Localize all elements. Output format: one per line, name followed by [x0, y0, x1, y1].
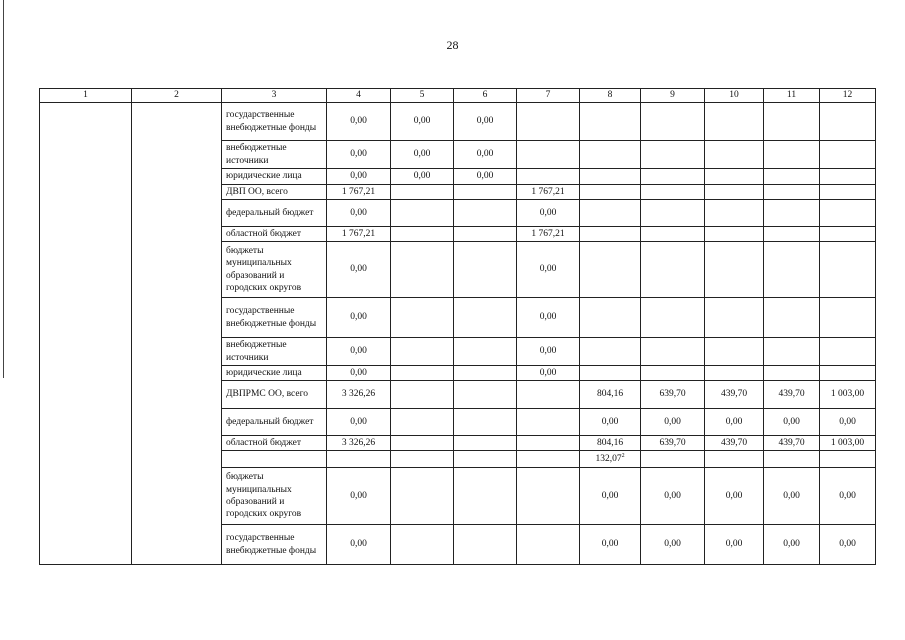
value-cell-7: [517, 451, 580, 468]
cell-value: 0,00: [539, 207, 557, 218]
value-cell-7: [517, 227, 580, 242]
value-cell-12: [820, 468, 876, 525]
value-cell-10: [705, 409, 764, 436]
col1-cell: [40, 103, 132, 565]
value-cell-8: [580, 525, 641, 565]
value-cell-5: [391, 409, 454, 436]
value-cell-9: [641, 200, 705, 227]
value-cell-10: [705, 141, 764, 169]
header-cell: 12: [820, 89, 876, 103]
cell-value: 1 767,21: [531, 228, 565, 239]
value-cell-7: [517, 242, 580, 298]
value-cell-10: [705, 200, 764, 227]
value-cell-7: [517, 338, 580, 366]
page-number: 28: [446, 38, 459, 52]
value-cell-8: [580, 141, 641, 169]
cell-value: 1 767,21: [341, 228, 376, 239]
value-cell-6: [454, 103, 517, 141]
cell-value: 0,00: [350, 171, 367, 182]
value-cell-5: [391, 338, 454, 366]
value-cell-5: [391, 227, 454, 242]
cell-value: 132,07: [595, 453, 622, 464]
value-cell-11: [764, 200, 820, 227]
cell-value: 0,00: [839, 539, 856, 550]
value-cell-8: [580, 468, 641, 525]
value-cell-6: [454, 525, 517, 565]
value-cell-12: [820, 366, 876, 381]
header-cell: 5: [391, 89, 454, 103]
cell-value: 0,00: [539, 264, 557, 275]
value-cell-8: [580, 381, 641, 409]
table-row: [40, 103, 876, 141]
value-cell-10: [705, 468, 764, 525]
value-cell-11: [764, 169, 820, 185]
value-cell-5: [391, 525, 454, 565]
value-cell-12: [820, 451, 876, 468]
row-label: ДВП ОО, всего: [222, 185, 327, 200]
value-cell-9: [641, 381, 705, 409]
cell-value: 0,00: [350, 416, 367, 427]
header-cell: 3: [222, 89, 327, 103]
cell-value: 439,70: [778, 437, 805, 448]
value-cell-11: [764, 381, 820, 409]
value-cell-5: [391, 242, 454, 298]
cell-value: 0,00: [725, 539, 743, 550]
row-label: внебюджетные источники: [222, 141, 327, 169]
value-cell-8: [580, 298, 641, 338]
cell-value: 0,00: [350, 116, 367, 127]
cell-value: 0,00: [664, 416, 681, 427]
value-cell-9: [641, 242, 705, 298]
value-cell-10: [705, 185, 764, 200]
cell-value: 0,00: [601, 539, 619, 550]
row-label: бюджеты муниципальных образований и городских округов: [222, 468, 327, 525]
value-cell-5: [391, 451, 454, 468]
cell-value: 804,16: [596, 437, 624, 448]
cell-value: 3 326,26: [341, 437, 376, 448]
cell-value: 0,00: [413, 171, 431, 182]
header-cell: 10: [705, 89, 764, 103]
value-cell-6: [454, 141, 517, 169]
value-cell-6: [454, 227, 517, 242]
col2-cell: [132, 103, 222, 565]
cell-value: 0,00: [725, 490, 743, 501]
value-cell-5: [391, 103, 454, 141]
value-cell-12: [820, 298, 876, 338]
value-cell-9: [641, 366, 705, 381]
value-cell-4: [327, 298, 391, 338]
cell-value: 0,00: [725, 416, 743, 427]
value-cell-7: [517, 436, 580, 451]
value-cell-6: [454, 338, 517, 366]
cell-value: 0,00: [539, 346, 557, 357]
value-cell-11: [764, 103, 820, 141]
cell-value: 1 003,00: [830, 437, 865, 448]
cell-value: 0,00: [476, 171, 494, 182]
value-cell-7: [517, 200, 580, 227]
cell-value: 804,16: [596, 389, 624, 400]
value-cell-5: [391, 169, 454, 185]
value-cell-6: [454, 200, 517, 227]
value-cell-8: [580, 103, 641, 141]
value-cell-7: [517, 185, 580, 200]
value-cell-4: [327, 227, 391, 242]
value-cell-12: [820, 103, 876, 141]
cell-value: 0,00: [350, 312, 367, 323]
value-cell-12: [820, 227, 876, 242]
cell-value: 439,70: [720, 437, 748, 448]
value-cell-8: [580, 338, 641, 366]
value-cell-6: [454, 185, 517, 200]
value-cell-5: [391, 141, 454, 169]
cell-value: 0,00: [476, 116, 494, 127]
header-cell: 8: [580, 89, 641, 103]
value-cell-11: [764, 141, 820, 169]
value-cell-10: [705, 436, 764, 451]
value-cell-6: [454, 169, 517, 185]
value-cell-12: [820, 200, 876, 227]
header-cell: 2: [132, 89, 222, 103]
value-cell-12: [820, 169, 876, 185]
value-cell-10: [705, 338, 764, 366]
row-label: юридические лица: [222, 169, 327, 185]
value-cell-11: [764, 242, 820, 298]
value-cell-10: [705, 103, 764, 141]
value-cell-4: [327, 366, 391, 381]
cell-value: 0,00: [350, 490, 367, 501]
value-cell-11: [764, 366, 820, 381]
cell-value: 0,00: [783, 539, 800, 550]
row-label: [222, 451, 327, 468]
value-cell-7: [517, 169, 580, 185]
value-cell-6: [454, 451, 517, 468]
value-cell-7: [517, 381, 580, 409]
cell-value: 639,70: [659, 389, 686, 400]
value-cell-11: [764, 298, 820, 338]
row-label: федеральный бюджет: [222, 409, 327, 436]
left-margin-line: [3, 0, 4, 378]
cell-value: 0,00: [476, 149, 494, 160]
row-label: внебюджетные источники: [222, 338, 327, 366]
cell-value: 1 003,00: [830, 389, 865, 400]
header-cell: 9: [641, 89, 705, 103]
cell-value: 0,00: [350, 367, 367, 378]
cell-value: 0,00: [413, 116, 431, 127]
value-cell-12: [820, 185, 876, 200]
value-cell-9: [641, 409, 705, 436]
value-cell-11: [764, 227, 820, 242]
value-cell-7: [517, 103, 580, 141]
cell-value: 0,00: [539, 312, 557, 323]
value-cell-9: [641, 338, 705, 366]
value-cell-10: [705, 169, 764, 185]
value-cell-4: [327, 381, 391, 409]
value-cell-6: [454, 298, 517, 338]
value-cell-8: [580, 451, 641, 468]
value-cell-4: [327, 103, 391, 141]
value-cell-10: [705, 525, 764, 565]
value-cell-4: [327, 242, 391, 298]
value-cell-6: [454, 366, 517, 381]
value-cell-4: [327, 451, 391, 468]
cell-value: 0,00: [601, 416, 619, 427]
value-cell-4: [327, 141, 391, 169]
row-label: юридические лица: [222, 366, 327, 381]
value-cell-11: [764, 468, 820, 525]
cell-value: 0,00: [783, 490, 800, 501]
value-cell-6: [454, 468, 517, 525]
row-label: государственные внебюджетные фонды: [222, 103, 327, 141]
cell-value: 0,00: [350, 346, 367, 357]
cell-value: 439,70: [720, 389, 748, 400]
value-cell-8: [580, 366, 641, 381]
value-cell-6: [454, 381, 517, 409]
value-cell-4: [327, 409, 391, 436]
cell-value: 439,70: [778, 389, 805, 400]
value-cell-4: [327, 468, 391, 525]
value-cell-9: [641, 227, 705, 242]
cell-value: 0,00: [601, 490, 619, 501]
cell-value: 3 326,26: [341, 389, 376, 400]
value-cell-8: [580, 242, 641, 298]
header-row: [40, 89, 876, 103]
value-cell-9: [641, 451, 705, 468]
value-cell-11: [764, 525, 820, 565]
value-cell-11: [764, 436, 820, 451]
budget-table: [39, 88, 876, 565]
value-cell-10: [705, 381, 764, 409]
row-label: бюджеты муниципальных образований и городских округов: [222, 242, 327, 298]
value-cell-9: [641, 103, 705, 141]
value-cell-6: [454, 242, 517, 298]
cell-value: 0,00: [350, 149, 367, 160]
value-cell-7: [517, 298, 580, 338]
header-cell: 11: [764, 89, 820, 103]
value-cell-9: [641, 436, 705, 451]
row-label: государственные внебюджетные фонды: [222, 298, 327, 338]
cell-value: 0,00: [350, 539, 367, 550]
value-cell-5: [391, 298, 454, 338]
value-cell-10: [705, 366, 764, 381]
cell-value: 0,00: [413, 149, 431, 160]
value-cell-10: [705, 227, 764, 242]
cell-value: 0,00: [350, 207, 367, 218]
value-cell-10: [705, 451, 764, 468]
header-cell: 1: [40, 89, 132, 103]
value-cell-5: [391, 185, 454, 200]
value-cell-11: [764, 409, 820, 436]
value-cell-10: [705, 242, 764, 298]
header-cell: 7: [517, 89, 580, 103]
value-cell-6: [454, 409, 517, 436]
row-label: ДВПРМС ОО, всего: [222, 381, 327, 409]
value-cell-5: [391, 366, 454, 381]
cell-value: 0,00: [539, 367, 557, 378]
cell-value: 0,00: [350, 264, 367, 275]
value-cell-12: [820, 381, 876, 409]
value-cell-8: [580, 169, 641, 185]
value-cell-5: [391, 200, 454, 227]
value-cell-9: [641, 298, 705, 338]
value-cell-7: [517, 525, 580, 565]
value-cell-8: [580, 409, 641, 436]
value-cell-12: [820, 242, 876, 298]
value-cell-7: [517, 141, 580, 169]
cell-value: 0,00: [839, 490, 856, 501]
value-cell-12: [820, 338, 876, 366]
value-cell-12: [820, 436, 876, 451]
value-cell-9: [641, 468, 705, 525]
value-cell-4: [327, 185, 391, 200]
header-cell: 4: [327, 89, 391, 103]
row-label: государственные внебюджетные фонды: [222, 525, 327, 565]
row-label: федеральный бюджет: [222, 200, 327, 227]
cell-value: 0,00: [664, 490, 681, 501]
value-cell-8: [580, 185, 641, 200]
value-cell-11: [764, 185, 820, 200]
value-cell-8: [580, 436, 641, 451]
value-cell-5: [391, 468, 454, 525]
value-cell-9: [641, 185, 705, 200]
value-cell-6: [454, 436, 517, 451]
value-cell-9: [641, 141, 705, 169]
row-label: областной бюджет: [222, 227, 327, 242]
value-cell-5: [391, 436, 454, 451]
footnote-marker: 2: [621, 452, 625, 459]
value-cell-4: [327, 169, 391, 185]
cell-value: 1 767,21: [341, 186, 376, 197]
value-cell-11: [764, 451, 820, 468]
value-cell-4: [327, 525, 391, 565]
cell-value: 639,70: [659, 437, 686, 448]
value-cell-10: [705, 298, 764, 338]
value-cell-12: [820, 525, 876, 565]
value-cell-7: [517, 366, 580, 381]
value-cell-11: [764, 338, 820, 366]
header-cell: 6: [454, 89, 517, 103]
cell-value: 0,00: [783, 416, 800, 427]
value-cell-12: [820, 409, 876, 436]
value-cell-4: [327, 338, 391, 366]
value-cell-9: [641, 169, 705, 185]
value-cell-7: [517, 409, 580, 436]
cell-value: 0,00: [664, 539, 681, 550]
value-cell-4: [327, 436, 391, 451]
table-body: [40, 89, 876, 565]
row-label: областной бюджет: [222, 436, 327, 451]
value-cell-12: [820, 141, 876, 169]
value-cell-7: [517, 468, 580, 525]
value-cell-9: [641, 525, 705, 565]
cell-value: 1 767,21: [531, 186, 565, 197]
cell-value: 0,00: [839, 416, 856, 427]
value-cell-5: [391, 381, 454, 409]
value-cell-4: [327, 200, 391, 227]
value-cell-8: [580, 227, 641, 242]
value-cell-8: [580, 200, 641, 227]
